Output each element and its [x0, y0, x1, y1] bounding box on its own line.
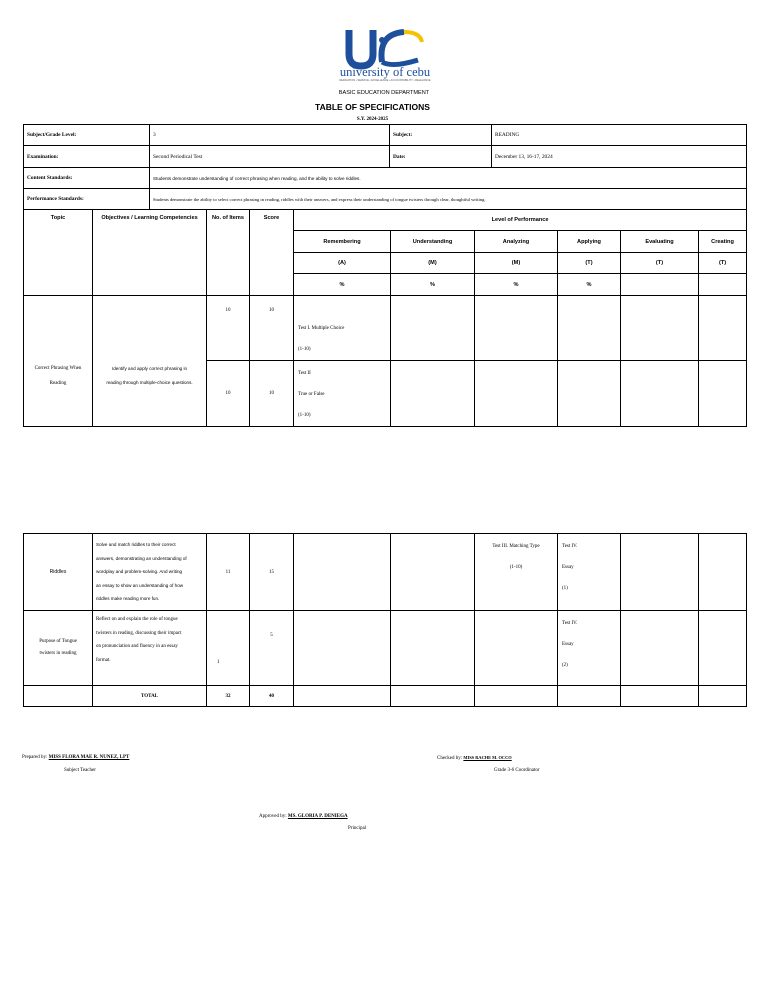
objective-line: twisters in reading, discussing their impact: [96, 630, 182, 636]
cell-empty: [558, 361, 621, 427]
cell-empty: [699, 534, 747, 611]
subject-label: Subject:: [390, 125, 492, 146]
cell-empty: [475, 686, 558, 707]
prepared-role: Subject Teacher: [64, 768, 96, 773]
test-range: (1-10): [298, 347, 311, 352]
test-type: True or False: [298, 392, 325, 397]
subject-grade-value: 3: [150, 125, 390, 146]
level-code: (T): [621, 253, 699, 274]
test-label: Test I. Multiple Choice: [298, 326, 345, 331]
cell-empty: [699, 296, 747, 361]
exam-value: Second Periodical Test: [150, 146, 390, 168]
subject-grade-label: Subject/Grade Level:: [24, 125, 150, 146]
applying-test-iv-essay: [558, 611, 621, 686]
cell-empty: [391, 361, 475, 427]
cell-empty: [475, 611, 558, 686]
remembering-test-ii: [294, 361, 391, 427]
cell-empty: [621, 534, 699, 611]
test-label: Test II: [298, 371, 311, 376]
items-value: 10: [207, 296, 250, 361]
level-percent: %: [294, 274, 391, 296]
test-count: (2): [562, 663, 568, 668]
remembering-test-i: [294, 296, 391, 361]
test-range: (1-10): [509, 565, 523, 570]
cell-empty: [294, 534, 391, 611]
level-percent: %: [391, 274, 475, 296]
test-label: Test IV.: [562, 621, 578, 626]
checked-label: Checked by:: [437, 756, 463, 761]
cell-empty: [558, 686, 621, 707]
cell-empty: [391, 534, 475, 611]
objective-correct-phrasing: [93, 296, 207, 427]
cell-empty: [475, 361, 558, 427]
cell-empty: [391, 296, 475, 361]
level-code: (M): [475, 253, 558, 274]
level-creating: Creating: [699, 231, 747, 253]
topic-line: twisters in reading: [39, 651, 77, 656]
cell-empty: [699, 686, 747, 707]
university-motto: DEDICATION • SERVICE • EXCELLENCE • ACCOUNTABILITY • RELEVANCE: [339, 79, 431, 82]
cell-empty: [621, 611, 699, 686]
level-code: (A): [294, 253, 391, 274]
content-standards-value: Students demonstrate understanding of correct phrasing when reading, and the ability to solve riddles.: [150, 168, 747, 189]
university-logo: [330, 26, 440, 88]
approved-role: Principal: [348, 826, 367, 831]
topic-correct-phrasing: [24, 296, 93, 427]
level-code: (T): [558, 253, 621, 274]
objective-line: wordplay and problem-solving. And writing: [96, 569, 183, 575]
column-score: Score: [250, 210, 294, 296]
level-applying: Applying: [558, 231, 621, 253]
exam-label: Examination:: [24, 146, 150, 168]
test-type: Essay: [562, 565, 574, 570]
prepared-by: [22, 755, 129, 760]
objective-line: Identify and apply correct phrasing in: [111, 366, 188, 371]
uc-logo-icon: [330, 26, 440, 70]
cell-empty: [699, 361, 747, 427]
objective-riddles: [93, 534, 207, 611]
level-percent: %: [475, 274, 558, 296]
cell-empty: [294, 686, 391, 707]
score-value: 10: [250, 361, 294, 427]
checked-name: MISS RACHE M. OCCO: [463, 755, 512, 760]
column-objectives: Objectives / Learning Competencies: [93, 210, 207, 296]
column-items: No. of Items: [207, 210, 250, 296]
column-level-of-performance: Level of Performance: [294, 210, 747, 231]
date-label: Date:: [390, 146, 492, 168]
cell-empty: [699, 611, 747, 686]
level-percent: [699, 274, 747, 296]
level-remembering: Remembering: [294, 231, 391, 253]
objective-line: format.: [96, 657, 111, 663]
objective-line: an essay to show an understanding of how: [96, 582, 184, 588]
prepared-name: MISS FLORA MAE R. NUNEZ, LPT: [48, 755, 130, 760]
content-standards-label: Content Standards:: [24, 168, 150, 189]
specifications-table: [23, 209, 747, 427]
checked-role: Grade 3-6 Coordinator: [494, 768, 540, 773]
test-label: Test IV.: [562, 544, 578, 549]
level-percent: %: [558, 274, 621, 296]
total-label: TOTAL: [93, 686, 207, 707]
university-name: university of cebu: [339, 65, 431, 79]
prepared-label: Prepared by:: [22, 755, 48, 760]
test-label: Test III. Matching Type: [492, 544, 540, 549]
approved-by: [259, 814, 348, 819]
approved-name: MS. GLORIA P. DENIEGA: [287, 814, 348, 819]
cell-empty: [24, 686, 93, 707]
objective-line: answers, demonstrating an understanding of: [96, 555, 187, 561]
cell-empty: [475, 296, 558, 361]
total-items: 32: [207, 686, 250, 707]
cell-empty: [391, 611, 475, 686]
level-evaluating: Evaluating: [621, 231, 699, 253]
objective-tongue-twisters: [93, 611, 207, 686]
objective-line: Reflect on and explain the role of tongue: [96, 617, 178, 622]
score-value: 15: [250, 534, 294, 611]
applying-test-iv: [558, 534, 621, 611]
test-count: (1): [562, 586, 568, 591]
topic-line: Correct Phrasing When: [34, 366, 82, 371]
objective-line: on pronunciation and fluency in an essay: [96, 644, 178, 649]
items-value: 1: [207, 611, 250, 686]
approved-label: Approved by:: [259, 814, 287, 819]
specifications-table-continued: [23, 533, 747, 707]
cell-empty: [294, 611, 391, 686]
level-analyzing: Analyzing: [475, 231, 558, 253]
level-code: (T): [699, 253, 747, 274]
score-value: 10: [250, 296, 294, 361]
cell-empty: [391, 686, 475, 707]
level-understanding: Understanding: [391, 231, 475, 253]
school-year: S.Y. 2024-2025: [356, 117, 389, 122]
test-range: (1-10): [298, 413, 311, 418]
date-value: December 13, 16-17, 2024: [492, 146, 747, 168]
department-name: BASIC EDUCATION DEPARTMENT: [338, 90, 430, 96]
items-value: 11: [207, 534, 250, 611]
performance-standards-label: Performance Standards:: [24, 189, 150, 210]
specifications-table-header: [23, 124, 747, 210]
test-type: Essay: [562, 642, 574, 647]
score-value: 5: [250, 611, 294, 686]
objective-line: reading through multiple-choice questions.: [106, 380, 193, 385]
cell-empty: [621, 361, 699, 427]
topic-line: Reading: [49, 381, 67, 386]
subject-value: READING: [492, 125, 747, 146]
total-score: 40: [250, 686, 294, 707]
level-percent: [621, 274, 699, 296]
level-code: (M): [391, 253, 475, 274]
items-value: 10: [207, 361, 250, 427]
checked-by: [437, 755, 512, 761]
page-title: TABLE OF SPECIFICATIONS: [315, 102, 430, 112]
topic-tongue-twisters: [24, 611, 93, 686]
analyzing-test-iii: [475, 534, 558, 611]
cell-empty: [621, 296, 699, 361]
cell-empty: [621, 686, 699, 707]
cell-empty: [558, 296, 621, 361]
topic-line: Purpose of Tongue: [39, 639, 77, 644]
objective-line: Solve and match riddles to their correct: [96, 542, 176, 548]
column-topic: Topic: [24, 210, 93, 296]
objective-line: riddles make reading more fun.: [96, 596, 160, 602]
performance-standards-value: Students demonstrate the ability to select correct phrasing in reading, riddles with their answers, and express their understanding of tongue twisters through clear, thoughtful writing.: [150, 189, 747, 210]
topic-riddles: Riddles: [24, 534, 93, 611]
